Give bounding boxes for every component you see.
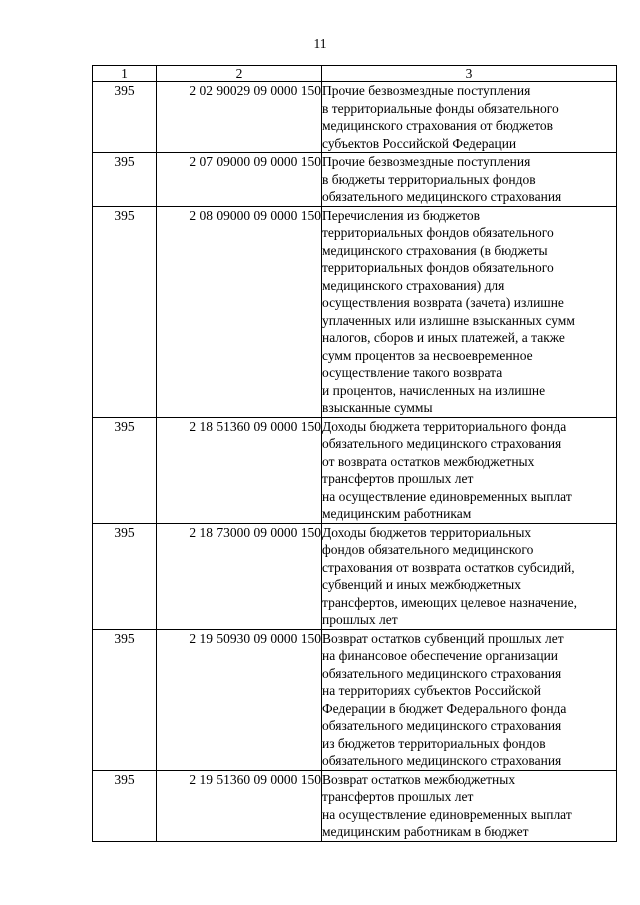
table-row (93, 417, 617, 523)
revenue-name-line: Прочие безвозмездные поступления (322, 154, 531, 169)
revenue-name-line: Возврат остатков субвенций прошлых лет (322, 630, 564, 646)
table-row (93, 206, 617, 417)
revenue-name-cell (322, 153, 617, 207)
budget-code-cell: 2 02 90029 09 0000 150 (157, 82, 322, 153)
revenue-name-line: территориальных фондов обязательного (322, 225, 554, 240)
admin-code-cell: 395 (93, 206, 157, 417)
revenue-name-line: медицинским работникам в бюджет (322, 824, 529, 839)
revenue-name-line: Перечисления из бюджетов (322, 207, 480, 223)
table-header-row (93, 66, 617, 82)
revenue-name-line: обязательного медицинского страхования (322, 189, 562, 204)
revenue-name-line: территориальных фондов обязательного (322, 260, 554, 275)
revenue-name-line: медицинским работникам (322, 506, 472, 521)
budget-code-cell: 2 19 50930 09 0000 150 (157, 629, 322, 770)
revenue-name-line: обязательного медицинского страхования (322, 753, 562, 768)
table-body (93, 82, 617, 842)
revenue-name-line: осуществления возврата (зачета) излишне (322, 295, 564, 310)
admin-code-cell: 395 (93, 770, 157, 841)
revenue-name-line: налогов, сборов и иных платежей, а также (322, 330, 565, 345)
admin-code-cell: 395 (93, 417, 157, 523)
revenue-name-line: на территориях субъектов Российской (322, 683, 542, 698)
revenue-name-line: фондов обязательного медицинского (322, 542, 534, 557)
table-row (93, 153, 617, 207)
table-row (93, 82, 617, 153)
column-header-3: 3 (322, 66, 617, 82)
revenue-name-line: сумм процентов за несвоевременное (322, 347, 533, 363)
revenue-name-line: прошлых лет (322, 612, 398, 627)
admin-code-cell: 395 (93, 629, 157, 770)
revenue-name-line: обязательного медицинского страхования (322, 665, 562, 681)
revenue-name-line: от возврата остатков межбюджетных (322, 453, 535, 469)
revenue-name-line: Прочие безвозмездные поступления (322, 83, 531, 98)
revenue-name-line: обязательного медицинского страхования (322, 436, 562, 451)
revenue-name-line: Федерации в бюджет Федерального фонда (322, 700, 567, 716)
revenue-name-line: на осуществление единовременных выплат (322, 488, 572, 504)
revenue-name-cell (322, 82, 617, 153)
revenue-name-line: на финансовое обеспечение организации (322, 648, 559, 663)
revenue-name-line: и процентов, начисленных на излишне (322, 382, 546, 398)
revenue-name-cell (322, 523, 617, 629)
revenue-name-line: в бюджеты территориальных фондов (322, 171, 536, 187)
revenue-name-line: страхования от возврата остатков субсидий, (322, 559, 575, 575)
revenue-name-line: трансфертов прошлых лет (322, 471, 474, 486)
revenue-name-line: медицинского страхования от бюджетов (322, 118, 554, 133)
revenue-name-line: осуществление такого возврата (322, 365, 503, 380)
admin-code-cell: 395 (93, 153, 157, 207)
revenue-name-cell (322, 770, 617, 841)
revenue-codes-table (92, 65, 617, 842)
admin-code-cell: 395 (93, 82, 157, 153)
revenue-name-line: трансфертов прошлых лет (322, 789, 474, 804)
column-header-2: 2 (157, 66, 322, 82)
revenue-name-line: взысканные суммы (322, 400, 433, 415)
revenue-name-line: субъектов Российской Федерации (322, 135, 517, 151)
revenue-name-line: Возврат остатков межбюджетных (322, 771, 516, 787)
revenue-name-cell (322, 629, 617, 770)
revenue-name-line: субвенций и иных межбюджетных (322, 577, 521, 592)
revenue-name-line: медицинского страхования (в бюджеты (322, 242, 548, 258)
budget-code-cell: 2 19 51360 09 0000 150 (157, 770, 322, 841)
revenue-name-line: в территориальные фонды обязательного (322, 100, 559, 116)
column-header-1: 1 (93, 66, 157, 82)
page-number: 11 (313, 36, 327, 51)
budget-code-cell: 2 18 51360 09 0000 150 (157, 417, 322, 523)
table-row (93, 629, 617, 770)
revenue-name-line: трансфертов, имеющих целевое назначение, (322, 594, 578, 610)
revenue-name-line: Доходы бюджетов территориальных (322, 524, 532, 540)
table-row (93, 770, 617, 841)
revenue-name-cell (322, 417, 617, 523)
budget-code-cell: 2 07 09000 09 0000 150 (157, 153, 322, 207)
table-row (93, 523, 617, 629)
revenue-name-line: уплаченных или излишне взысканных сумм (322, 312, 575, 328)
revenue-name-line: медицинского страхования) для (322, 277, 505, 293)
revenue-name-line: на осуществление единовременных выплат (322, 806, 572, 822)
revenue-name-cell (322, 206, 617, 417)
revenue-name-line: Доходы бюджета территориального фонда (322, 418, 567, 434)
budget-code-cell: 2 08 09000 09 0000 150 (157, 206, 322, 417)
budget-code-cell: 2 18 73000 09 0000 150 (157, 523, 322, 629)
revenue-name-line: обязательного медицинского страхования (322, 718, 562, 733)
admin-code-cell: 395 (93, 523, 157, 629)
revenue-name-line: из бюджетов территориальных фондов (322, 735, 546, 751)
